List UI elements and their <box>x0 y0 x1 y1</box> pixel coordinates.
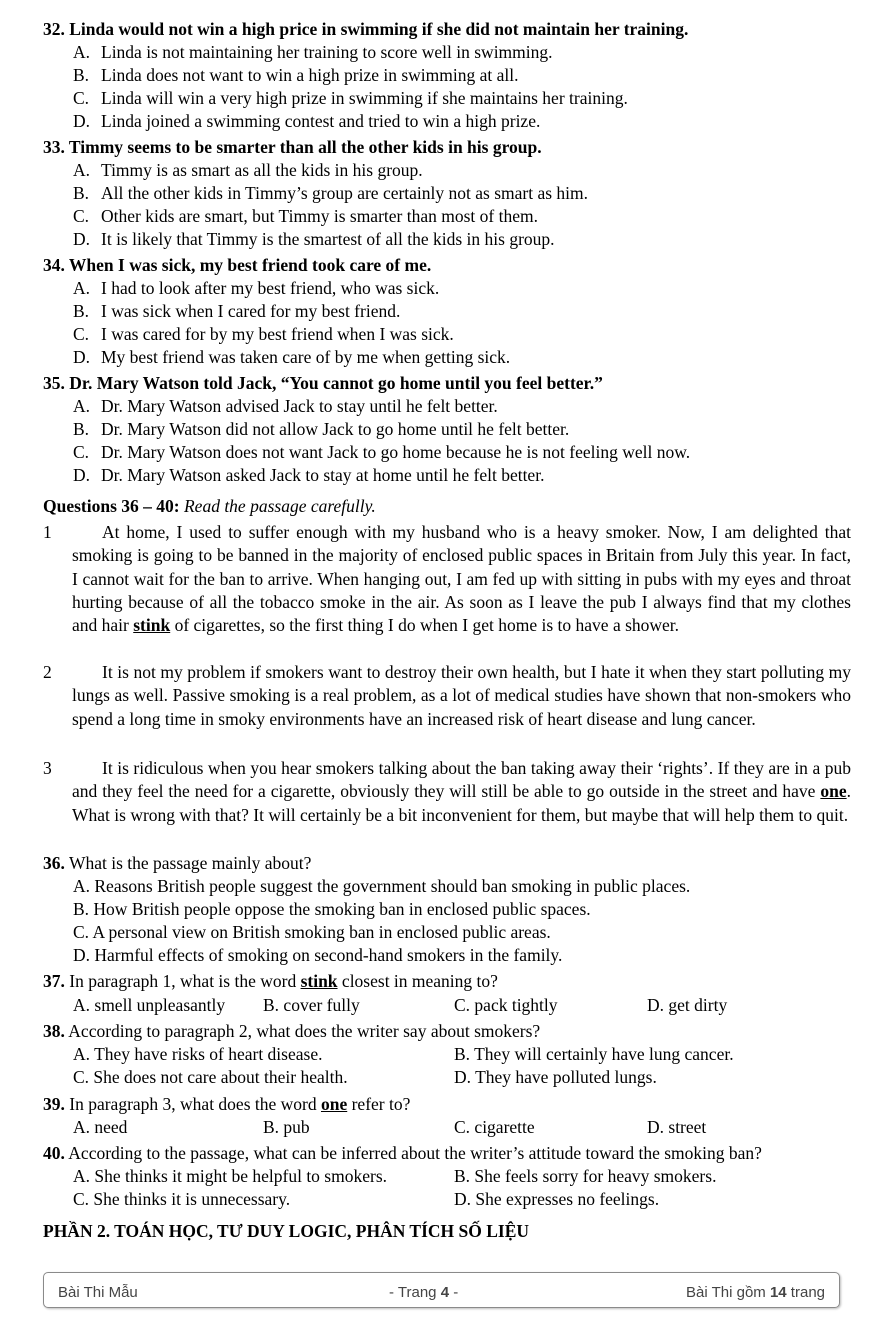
q37-option-a: A. smell unpleasantly <box>73 995 226 1015</box>
q38-option-c: C. She does not care about their health. <box>73 1067 348 1087</box>
q38-option-d: D. They have polluted lungs. <box>454 1067 657 1087</box>
q33-option-a: A. Timmy is as smart as all the kids in his group. <box>73 160 423 180</box>
q32-option-d: D. Linda joined a swimming contest and tried to win a high prize. <box>73 111 541 131</box>
q33-option-d: D. It is likely that Timmy is the smartest of all the kids in his group. <box>73 229 555 249</box>
paragraph-2-number: 2 <box>43 662 52 682</box>
q32-option-c: C. Linda will win a very high prize in swimming if she maintains her training. <box>73 88 628 108</box>
page-footer <box>43 1272 840 1308</box>
q35-option-d: D. Dr. Mary Watson asked Jack to stay at home until he felt better. <box>73 465 545 485</box>
footer-page-number: - Trang 4 - <box>389 1284 459 1301</box>
q33-option-c: C. Other kids are smart, but Timmy is smarter than most of them. <box>73 206 538 226</box>
q40-option-b: B. She feels sorry for heavy smokers. <box>454 1166 717 1186</box>
q39-option-a: A. need <box>73 1117 128 1137</box>
passage-header: Questions 36 – 40: Read the passage carefully. <box>43 496 376 516</box>
q39-option-d: D. street <box>647 1117 707 1137</box>
q32-option-b: B. Linda does not want to win a high prize in swimming at all. <box>73 65 519 85</box>
q37-option-b: B. cover fully <box>263 995 360 1015</box>
q40-option-d: D. She expresses no feelings. <box>454 1189 660 1209</box>
q36-option-c: C. A personal view on British smoking ban in enclosed public areas. <box>73 922 551 942</box>
question-33-stem: 33. Timmy seems to be smarter than all the other kids in his group. <box>43 137 542 157</box>
question-39-stem: 39. In paragraph 3, what does the word one refer to? <box>43 1094 411 1114</box>
q39-option-c: C. cigarette <box>454 1117 535 1137</box>
footer-left: Bài Thi Mẫu <box>58 1284 138 1301</box>
q38-option-b: B. They will certainly have lung cancer. <box>454 1044 734 1064</box>
q34-option-c: C. I was cared for by my best friend when I was sick. <box>73 324 454 344</box>
keyword-stink: stink <box>133 615 171 636</box>
q36-option-a: A. Reasons British people suggest the government should ban smoking in public places. <box>73 876 691 896</box>
q34-option-a: A. I had to look after my best friend, who was sick. <box>73 278 440 298</box>
question-32-stem: 32. Linda would not win a high price in swimming if she did not maintain her training. <box>43 19 689 39</box>
question-37-stem: 37. In paragraph 1, what is the word stink closest in meaning to? <box>43 971 498 991</box>
paragraph-1-number: 1 <box>43 522 52 542</box>
footer-total-pages: Bài Thi gồm 14 trang <box>686 1284 825 1301</box>
q38-option-a: A. They have risks of heart disease. <box>73 1044 323 1064</box>
keyword-one: one <box>820 781 847 802</box>
q39-option-b: B. pub <box>263 1117 310 1137</box>
q34-option-b: B. I was sick when I cared for my best friend. <box>73 301 401 321</box>
q37-option-c: C. pack tightly <box>454 995 558 1015</box>
q33-option-b: B. All the other kids in Timmy’s group are certainly not as smart as him. <box>73 183 589 203</box>
paragraph-3: It is ridiculous when you hear smokers talking about the ban taking away their ‘rights’. If they are in a pub and they feel the need for a cigarette, obviously they will still be able to go outside in the street and have one. What is wrong with that? It will certainly be a bit inconvenient for them, but maybe that will help them to quit. <box>72 758 851 825</box>
paragraph-2: It is not my problem if smokers want to destroy their own health, but I hate it when they start polluting my lungs as well. Passive smoking is a real problem, as a lot of medical studies have shown that non-smokers who spend a long time in smoky environments have an increased risk of heart disease and lung cancer. <box>72 662 851 729</box>
q36-option-b: B. How British people oppose the smoking ban in enclosed public spaces. <box>73 899 591 919</box>
section-title: PHẦN 2. TOÁN HỌC, TƯ DUY LOGIC, PHÂN TÍCH SỐ LIỆU <box>43 1221 530 1241</box>
q32-option-a: A. Linda is not maintaining her training to score well in swimming. <box>73 42 553 62</box>
paragraph-1: At home, I used to suffer enough with my husband who is a heavy smoker. Now, I am delighted that smoking is going to be banned in the majority of enclosed public spaces in Britain from July this year. In fact, I cannot wait for the ban to arrive. When hanging out, I am fed up with sitting in pubs with my eyes and throat hurting because of all the tobacco smoke in the air. As soon as I leave the pub I always find that my clothes and hair stink of cigarettes, so the first thing I do when I get home is to have a shower. <box>72 522 851 636</box>
q35-option-c: C. Dr. Mary Watson does not want Jack to go home because he is not feeling well now. <box>73 442 691 462</box>
q37-keyword: stink <box>300 971 338 991</box>
question-36-stem: 36. What is the passage mainly about? <box>43 853 312 873</box>
q34-option-d: D. My best friend was taken care of by me when getting sick. <box>73 347 511 367</box>
question-34-stem: 34. When I was sick, my best friend took care of me. <box>43 255 432 275</box>
q39-keyword: one <box>320 1094 348 1114</box>
paragraph-3-number: 3 <box>43 758 52 778</box>
q37-option-d: D. get dirty <box>647 995 728 1015</box>
q40-option-a: A. She thinks it might be helpful to smokers. <box>73 1166 388 1186</box>
question-40-stem: 40. According to the passage, what can be inferred about the writer’s attitude toward the smoking ban? <box>43 1143 762 1163</box>
q35-option-a: A. Dr. Mary Watson advised Jack to stay until he felt better. <box>73 396 498 416</box>
question-38-stem: 38. According to paragraph 2, what does the writer say about smokers? <box>43 1021 541 1041</box>
q35-option-b: B. Dr. Mary Watson did not allow Jack to go home until he felt better. <box>73 419 570 439</box>
q40-option-c: C. She thinks it is unnecessary. <box>73 1189 291 1209</box>
question-35-stem: 35. Dr. Mary Watson told Jack, “You cannot go home until you feel better.” <box>43 373 603 393</box>
q36-option-d: D. Harmful effects of smoking on second-hand smokers in the family. <box>73 945 563 965</box>
